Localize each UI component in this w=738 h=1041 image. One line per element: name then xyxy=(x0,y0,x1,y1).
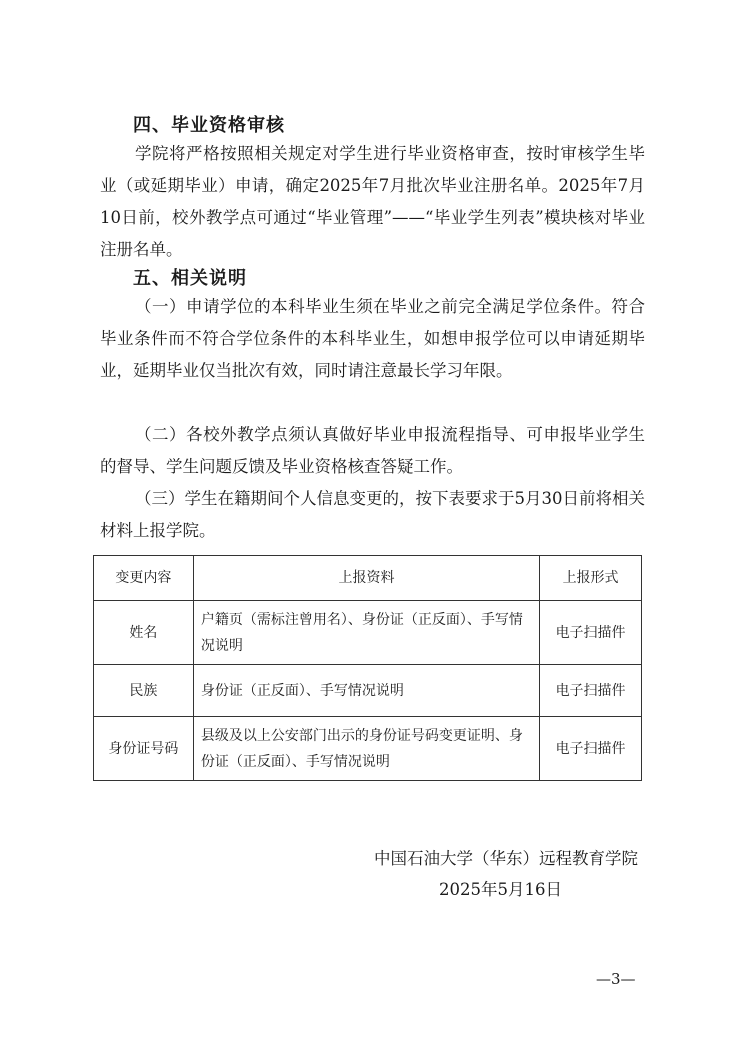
table-cell-format: 电子扫描件 xyxy=(540,601,642,665)
table-header-item: 变更内容 xyxy=(94,556,194,601)
section-5-paragraph-2: （二）各校外教学点须认真做好毕业申报流程指导、可申报毕业学生的督导、学生问题反馈及毕业资格核查答疑工作。 xyxy=(100,425,645,476)
table-cell-format: 电子扫描件 xyxy=(540,717,642,781)
table-row xyxy=(94,717,642,781)
section-5-paragraph-3: （三）学生在籍期间个人信息变更的，按下表要求于5月30日前将相关材料上报学院。 xyxy=(100,489,645,540)
signature-org: 中国石油大学（华东）远程教育学院 xyxy=(374,849,638,868)
page-number: —3— xyxy=(596,970,636,988)
table-cell-format: 电子扫描件 xyxy=(540,665,642,717)
table-header-row xyxy=(94,556,642,601)
table-cell-item: 身份证号码 xyxy=(94,717,194,781)
table-cell-materials: 县级及以上公安部门出示的身份证号码变更证明、身份证（正反面）、手写情况说明 xyxy=(193,717,539,781)
table-cell-materials: 身份证（正反面）、手写情况说明 xyxy=(193,665,539,717)
table-header-format: 上报形式 xyxy=(540,556,642,601)
section-4-body: 学院将严格按照相关规定对学生进行毕业资格审查，按时审核学生毕业（或延期毕业）申请，确定2025年7月批次毕业注册名单。2025年7月10日前，校外教学点可通过“毕业管理”——“毕业学生列表”模块核对毕业注册名单。 xyxy=(100,144,645,259)
section-5-paragraph-1: （一）申请学位的本科毕业生须在毕业之前完全满足学位条件。符合毕业条件而不符合学位条件的本科毕业生，如想申报学位可以申请延期毕业，延期毕业仅当批次有效，同时请注意最长学习年限。 xyxy=(100,297,645,380)
table-cell-item: 姓名 xyxy=(94,601,194,665)
signature-date: 2025年5月16日 xyxy=(439,880,562,899)
table-row xyxy=(94,665,642,717)
table-cell-materials: 户籍页（需标注曾用名）、身份证（正反面）、手写情况说明 xyxy=(193,601,539,665)
info-change-table xyxy=(93,555,642,781)
table-row xyxy=(94,601,642,665)
table-cell-item: 民族 xyxy=(94,665,194,717)
table-header-materials: 上报资料 xyxy=(193,556,539,601)
section-5-heading: 五、相关说明 xyxy=(133,268,247,289)
section-4-heading: 四、毕业资格审核 xyxy=(133,115,285,136)
